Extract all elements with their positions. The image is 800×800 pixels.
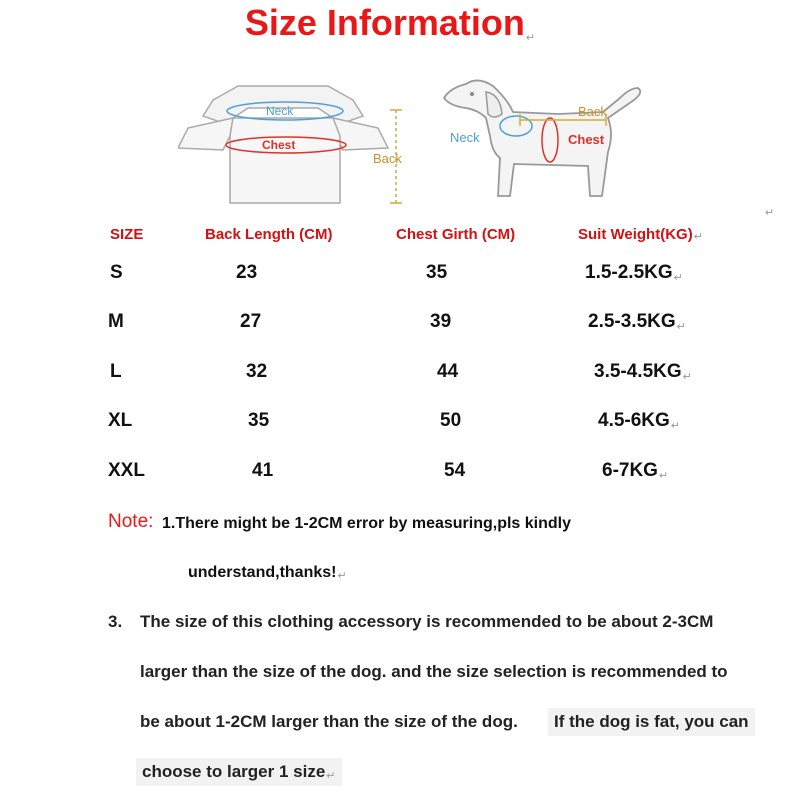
dog-back-label: Back bbox=[578, 104, 607, 119]
header-back-length: Back Length (CM) bbox=[205, 226, 333, 243]
dog-measurement-diagram bbox=[438, 74, 688, 204]
dog-neck-label: Neck bbox=[450, 130, 480, 145]
table-cell: 4.5-6KG↵ bbox=[598, 410, 681, 432]
table-cell: M bbox=[108, 311, 124, 332]
page-title: Size Information↵ bbox=[244, 2, 536, 44]
table-cell: 6-7KG↵ bbox=[602, 460, 669, 482]
table-cell: 35 bbox=[248, 410, 270, 431]
header-suit-weight: Suit Weight(KG)↵ bbox=[578, 226, 703, 243]
shirt-back-label: Back bbox=[373, 151, 402, 166]
point-3-line-3b: If the dog is fat, you can bbox=[548, 708, 755, 736]
point-3-number: 3. bbox=[108, 612, 123, 631]
note-line-1: 1.There might be 1-2CM error by measuring,pls kindly bbox=[162, 515, 571, 532]
shirt-chest-label: Chest bbox=[262, 138, 296, 152]
table-cell: 23 bbox=[236, 262, 258, 283]
return-mark-icon: ↵ bbox=[525, 32, 536, 44]
table-cell: 41 bbox=[252, 460, 274, 481]
table-cell: L bbox=[110, 361, 122, 382]
table-cell: 27 bbox=[240, 311, 262, 332]
table-cell: 32 bbox=[246, 361, 268, 382]
table-cell: 2.5-3.5KG↵ bbox=[588, 311, 686, 333]
note-line-2: understand,thanks!↵ bbox=[188, 564, 347, 582]
header-size: SIZE bbox=[110, 226, 144, 243]
note-label: Note: bbox=[108, 511, 154, 532]
shirt-neck-label: Neck bbox=[266, 104, 294, 118]
table-cell: XL bbox=[108, 410, 133, 431]
point-3-line-3a: be about 1-2CM larger than the size of the dog. bbox=[140, 712, 518, 731]
dog-chest-label: Chest bbox=[568, 132, 605, 147]
table-cell: 1.5-2.5KG↵ bbox=[585, 262, 683, 284]
point-3-line-2: larger than the size of the dog. and the size selection is recommended to bbox=[140, 662, 728, 681]
table-cell: 3.5-4.5KG↵ bbox=[594, 361, 692, 383]
table-cell: 50 bbox=[440, 410, 462, 431]
return-mark-icon: ↵ bbox=[765, 207, 775, 219]
header-chest-girth: Chest Girth (CM) bbox=[396, 226, 516, 243]
table-cell: 39 bbox=[430, 311, 452, 332]
point-3-line-1: The size of this clothing accessory is recommended to be about 2-3CM bbox=[140, 612, 714, 631]
table-cell: 35 bbox=[426, 262, 448, 283]
shirt-measurement-diagram bbox=[178, 78, 428, 208]
return-mark-icon: ↵ bbox=[693, 231, 703, 243]
table-cell: XXL bbox=[108, 460, 145, 481]
table-cell: 44 bbox=[437, 361, 459, 382]
table-cell: 54 bbox=[444, 460, 466, 481]
table-cell: S bbox=[110, 262, 123, 283]
point-3-line-4: choose to larger 1 size↵ bbox=[136, 758, 342, 786]
